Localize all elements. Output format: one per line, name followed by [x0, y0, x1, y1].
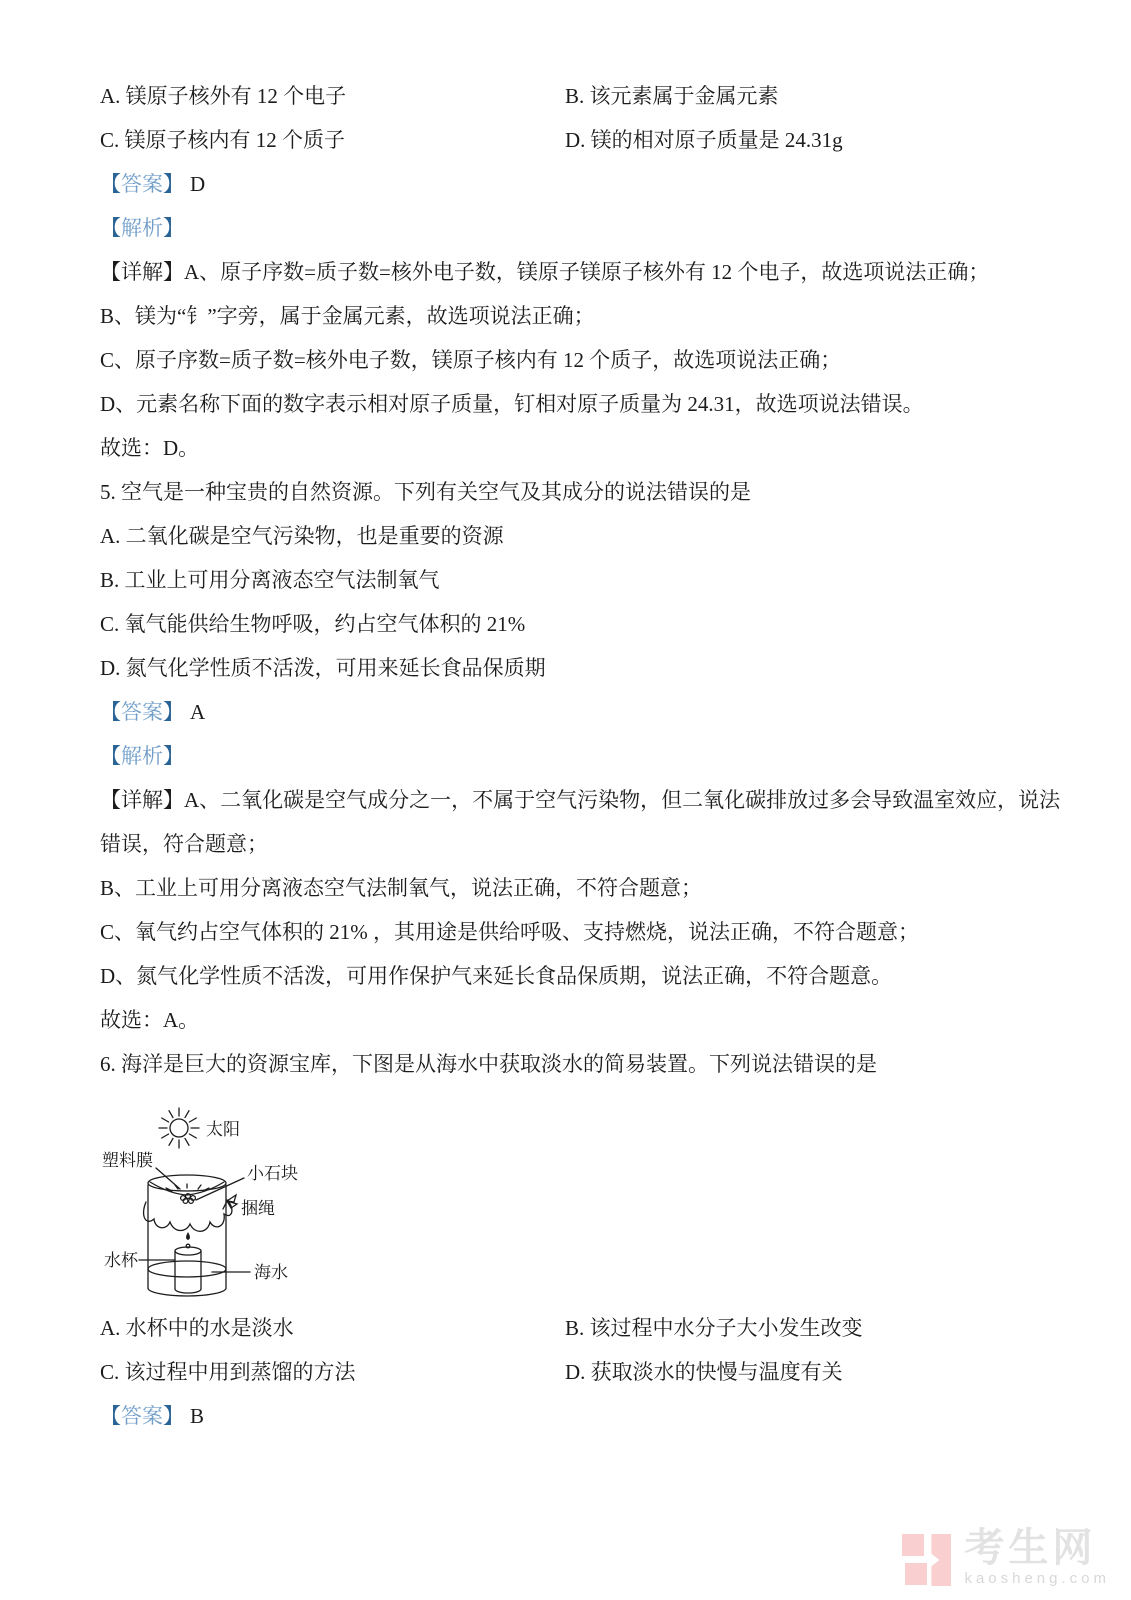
seawater-label: 海水 [254, 1263, 288, 1282]
bracket-close: 】 [163, 1404, 184, 1428]
q6-stem: 6. 海洋是巨大的资源宝库，下图是从海水中获取淡水的简易装置。下列说法错误的是 [100, 1052, 877, 1076]
bracket-close: 】 [163, 744, 184, 768]
q6-answer-value: B [190, 1404, 205, 1428]
q5-conclusion: 故选：A。 [100, 1008, 200, 1032]
q4-detail-line-1: 【详解】A、原子序数=质子数=核外电子数，镁原子镁原子核外有 12 个电子，故选项说法正确； [100, 260, 990, 284]
water-drop-icon [186, 1232, 190, 1240]
q5-detail-line-4: C、氧气约占空气体积的 21% ，其用途是供给呼吸、支持燃烧，说法正确，不符合题意； [100, 920, 919, 944]
q4-options-row-2 [100, 118, 1031, 162]
q4-option-c: C. 镁原子核内有 12 个质子 [100, 128, 346, 152]
analysis-label: 解析 [121, 744, 163, 768]
q4-analysis-row [100, 206, 1031, 250]
q4-answer-value: D [190, 172, 206, 196]
q4-options-row-1 [100, 74, 1031, 118]
sun-icon [170, 1119, 188, 1137]
kaosheng-watermark [902, 1528, 1110, 1586]
q5-detail-line-2: 错误，符合题意； [100, 832, 268, 856]
q5-analysis-row [100, 734, 1031, 778]
bracket-open: 【 [100, 700, 121, 724]
q6-option-b: B. 该过程中水分子大小发生改变 [565, 1316, 863, 1340]
bracket-close: 】 [163, 700, 184, 724]
rope-label: 捆绳 [241, 1199, 275, 1218]
q4-conclusion: 故选：D。 [100, 436, 200, 460]
q5-stem: 5. 空气是一种宝贵的自然资源。下列有关空气及其成分的说法错误的是 [100, 480, 751, 504]
q6-option-c: C. 该过程中用到蒸馏的方法 [100, 1360, 356, 1384]
q4-detail-line-2: B、镁为“钅”字旁，属于金属元素，故选项说法正确； [100, 304, 595, 328]
q5-answer-value: A [190, 700, 206, 724]
q6-option-d: D. 获取淡水的快慢与温度有关 [565, 1360, 843, 1384]
answer-label: 答案 [121, 700, 163, 724]
q5-option-c: C. 氧气能供给生物呼吸，约占空气体积的 21% [100, 612, 526, 636]
q6-options-row-2 [100, 1350, 1031, 1394]
small-stone-label: 小石块 [247, 1164, 298, 1183]
bracket-close: 】 [163, 172, 184, 196]
answer-label: 答案 [121, 1404, 163, 1428]
q6-options-row-1 [100, 1306, 1031, 1350]
q5-option-d: D. 氮气化学性质不活泼，可用来延长食品保质期 [100, 656, 546, 680]
q5-detail-line-5: D、氮气化学性质不活泼，可用作保护气来延长食品保质期，说法正确，不符合题意。 [100, 964, 893, 988]
water-cup-label: 水杯 [104, 1251, 138, 1270]
plastic-film-label: 塑料膜 [102, 1151, 153, 1170]
q6-answer-row [100, 1394, 1031, 1438]
q4-answer-row [100, 162, 1031, 206]
q5-option-b: B. 工业上可用分离液态空气法制氧气 [100, 568, 440, 592]
q4-detail-line-4: D、元素名称下面的数字表示相对原子质量，钉相对原子质量为 24.31，故选项说法错误。 [100, 392, 924, 416]
q4-option-a: A. 镁原子核外有 12 个电子 [100, 84, 347, 108]
q6-option-a: A. 水杯中的水是淡水 [100, 1316, 294, 1340]
q5-answer-row [100, 690, 1031, 734]
watermark-site-name: 考生网 [964, 1526, 1097, 1570]
bracket-open: 【 [100, 172, 121, 196]
bracket-close: 】 [163, 216, 184, 240]
bracket-open: 【 [100, 1404, 121, 1428]
sun-label: 太阳 [206, 1120, 240, 1139]
q6-diagram [100, 1086, 1031, 1306]
seawater-distillation-diagram [100, 1088, 400, 1306]
q5-detail-line-1: 【详解】A、二氧化碳是空气成分之一，不属于空气污染物，但二氧化碳排放过多会导致温室效应，说法 [100, 788, 1061, 812]
q5-detail-line-3: B、工业上可用分离液态空气法制氧气，说法正确，不符合题意； [100, 876, 703, 900]
kaosheng-logo-icon [902, 1534, 954, 1586]
q4-detail-line-3: C、原子序数=质子数=核外电子数，镁原子核内有 12 个质子，故选项说法正确； [100, 348, 842, 372]
analysis-label: 解析 [121, 216, 163, 240]
q4-option-d: D. 镁的相对原子质量是 24.31g [565, 128, 843, 152]
q5-option-a: A. 二氧化碳是空气污染物，也是重要的资源 [100, 524, 504, 548]
bracket-open: 【 [100, 744, 121, 768]
bracket-open: 【 [100, 216, 121, 240]
answer-label: 答案 [121, 172, 163, 196]
q4-option-b: B. 该元素属于金属元素 [565, 84, 779, 108]
watermark-site-domain: kaosheng.com [964, 1570, 1110, 1587]
